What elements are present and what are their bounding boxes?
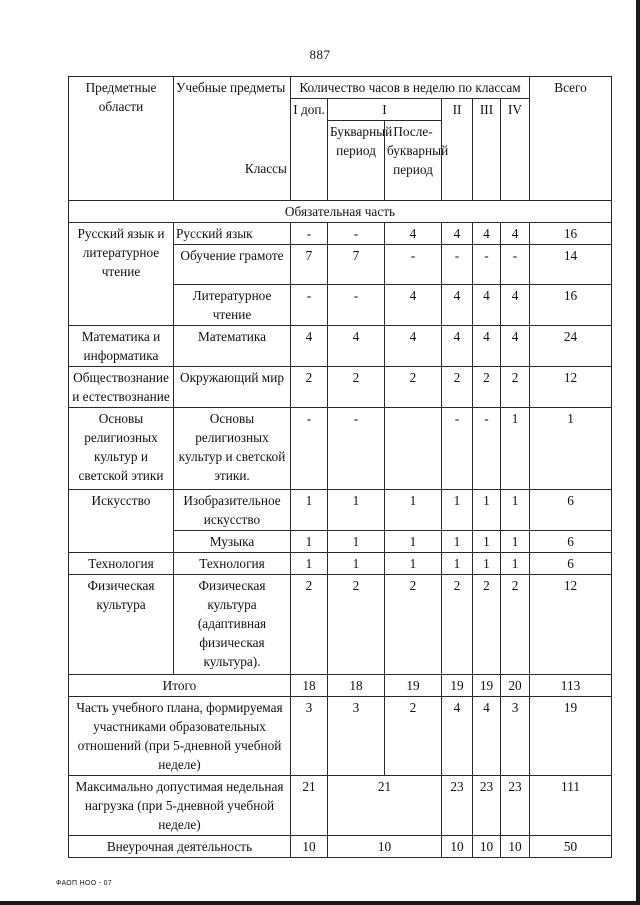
- cell-pe-ii: 2: [442, 575, 473, 675]
- cell-russian-bukvar: -: [328, 223, 385, 245]
- cell-reading-iv: 4: [501, 285, 530, 326]
- cell-math-total: 24: [530, 326, 612, 367]
- cell-literacy-iv: -: [501, 245, 530, 285]
- subject-reading: Литературное чтение: [174, 285, 291, 326]
- cell-max-iii: 23: [473, 776, 501, 836]
- cell-reading-ii: 4: [442, 285, 473, 326]
- cell-reading-post: 4: [385, 285, 442, 326]
- cell-music-iv: 1: [501, 531, 530, 553]
- cell-religion-i-dop: -: [291, 408, 328, 490]
- cell-literacy-ii: -: [442, 245, 473, 285]
- header-grade-i-bukvar: Букварный период: [328, 121, 385, 201]
- area-math: Математика и информатика: [69, 326, 174, 367]
- cell-pe-i-dop: 2: [291, 575, 328, 675]
- cell-max-i: 21: [328, 776, 442, 836]
- cell-reading-i-dop: -: [291, 285, 328, 326]
- cell-pe-iv: 2: [501, 575, 530, 675]
- subject-religion: Основы религиозных культур и светской этики.: [174, 408, 291, 490]
- cell-russian-post: 4: [385, 223, 442, 245]
- cell-literacy-total: 14: [530, 245, 612, 285]
- cell-reading-total: 16: [530, 285, 612, 326]
- subject-literacy: Обучение грамоте: [174, 245, 291, 285]
- cell-art-total: 6: [530, 490, 612, 531]
- cell-tech-i-dop: 1: [291, 553, 328, 575]
- cell-art-iii: 1: [473, 490, 501, 531]
- cell-art-i-dop: 1: [291, 490, 328, 531]
- cell-literacy-iii: -: [473, 245, 501, 285]
- cell-pe-bukvar: 2: [328, 575, 385, 675]
- cell-religion-iii: -: [473, 408, 501, 490]
- cell-math-ii: 4: [442, 326, 473, 367]
- area-art: Искусство: [69, 490, 174, 553]
- cell-math-post: 4: [385, 326, 442, 367]
- cell-art-ii: 1: [442, 490, 473, 531]
- cell-pe-post: 2: [385, 575, 442, 675]
- cell-pe-iii: 2: [473, 575, 501, 675]
- extra-label: Внеурочная деятельность: [69, 836, 291, 858]
- subject-russian: Русский язык: [174, 223, 291, 245]
- cell-tech-iii: 1: [473, 553, 501, 575]
- cell-art-post: 1: [385, 490, 442, 531]
- footer-mark: ФАОП НОО - 07: [56, 880, 112, 887]
- cell-religion-bukvar: -: [328, 408, 385, 490]
- cell-russian-ii: 4: [442, 223, 473, 245]
- cell-literacy-bukvar: 7: [328, 245, 385, 285]
- cell-social-iii: 2: [473, 367, 501, 408]
- cell-social-bukvar: 2: [328, 367, 385, 408]
- subject-tech: Технология: [174, 553, 291, 575]
- total-label: Итого: [69, 675, 291, 697]
- cell-tech-post: 1: [385, 553, 442, 575]
- cell-tech-bukvar: 1: [328, 553, 385, 575]
- cell-social-iv: 2: [501, 367, 530, 408]
- cell-part-ii: 4: [442, 697, 473, 776]
- header-grade-ii: II: [442, 99, 473, 201]
- cell-music-iii: 1: [473, 531, 501, 553]
- cell-math-bukvar: 4: [328, 326, 385, 367]
- header-grade-i: I: [328, 99, 442, 121]
- cell-literacy-i-dop: 7: [291, 245, 328, 285]
- cell-part-bukvar: 3: [328, 697, 385, 776]
- cell-social-ii: 2: [442, 367, 473, 408]
- cell-religion-total: 1: [530, 408, 612, 490]
- subject-social: Окружающий мир: [174, 367, 291, 408]
- cell-religion-post: [385, 408, 442, 490]
- header-total: Всего: [530, 77, 612, 201]
- cell-tech-ii: 1: [442, 553, 473, 575]
- cell-russian-iv: 4: [501, 223, 530, 245]
- cell-tech-iv: 1: [501, 553, 530, 575]
- subject-art: Изобразительное искусство: [174, 490, 291, 531]
- cell-literacy-post: -: [385, 245, 442, 285]
- header-subjects: Учебные предметы: [176, 80, 286, 95]
- cell-religion-iv: 1: [501, 408, 530, 490]
- cell-total-total: 113: [530, 675, 612, 697]
- cell-part-post: 2: [385, 697, 442, 776]
- cell-reading-bukvar: -: [328, 285, 385, 326]
- cell-russian-i-dop: -: [291, 223, 328, 245]
- subject-pe: Физическая культура (адаптивная физическая культура).: [174, 575, 291, 675]
- header-subjects-classes: [174, 77, 291, 201]
- header-grade-iii: III: [473, 99, 501, 201]
- cell-total-ii: 19: [442, 675, 473, 697]
- part-label: Часть учебного плана, формируемая участниками образовательных отношений (при 5-дневной учебной неделе): [69, 697, 291, 776]
- header-grade-i-dop: I доп.: [291, 99, 328, 201]
- cell-extra-iii: 10: [473, 836, 501, 858]
- cell-total-bukvar: 18: [328, 675, 385, 697]
- cell-part-i-dop: 3: [291, 697, 328, 776]
- cell-extra-total: 50: [530, 836, 612, 858]
- header-grade-iv: IV: [501, 99, 530, 201]
- cell-total-iv: 20: [501, 675, 530, 697]
- area-social: Обществознание и естествознание: [69, 367, 174, 408]
- cell-part-total: 19: [530, 697, 612, 776]
- cell-social-i-dop: 2: [291, 367, 328, 408]
- cell-music-total: 6: [530, 531, 612, 553]
- subject-music: Музыка: [174, 531, 291, 553]
- cell-extra-i-dop: 10: [291, 836, 328, 858]
- cell-pe-total: 12: [530, 575, 612, 675]
- cell-math-iv: 4: [501, 326, 530, 367]
- cell-max-iv: 23: [501, 776, 530, 836]
- cell-music-i-dop: 1: [291, 531, 328, 553]
- cell-music-bukvar: 1: [328, 531, 385, 553]
- header-grade-i-post: После-букварный период: [385, 121, 442, 201]
- cell-music-post: 1: [385, 531, 442, 553]
- cell-art-bukvar: 1: [328, 490, 385, 531]
- cell-russian-iii: 4: [473, 223, 501, 245]
- cell-max-ii: 23: [442, 776, 473, 836]
- cell-tech-total: 6: [530, 553, 612, 575]
- cell-max-i-dop: 21: [291, 776, 328, 836]
- cell-math-iii: 4: [473, 326, 501, 367]
- cell-reading-iii: 4: [473, 285, 501, 326]
- cell-total-i-dop: 18: [291, 675, 328, 697]
- area-tech: Технология: [69, 553, 174, 575]
- area-religion: Основы религиозных культур и светской этики: [69, 408, 174, 490]
- cell-russian-total: 16: [530, 223, 612, 245]
- section-mandatory: Обязательная часть: [69, 201, 612, 223]
- header-areas: Предметные области: [69, 77, 174, 201]
- header-hours: Количество часов в неделю по классам: [291, 77, 530, 99]
- cell-extra-iv: 10: [501, 836, 530, 858]
- area-russian: Русский язык и литературное чтение: [69, 223, 174, 326]
- cell-extra-i: 10: [328, 836, 442, 858]
- cell-part-iv: 3: [501, 697, 530, 776]
- curriculum-table: [68, 76, 612, 858]
- cell-art-iv: 1: [501, 490, 530, 531]
- cell-religion-ii: -: [442, 408, 473, 490]
- subject-math: Математика: [174, 326, 291, 367]
- max-label: Максимально допустимая недельная нагрузка (при 5-дневной учебной неделе): [69, 776, 291, 836]
- cell-total-iii: 19: [473, 675, 501, 697]
- cell-music-ii: 1: [442, 531, 473, 553]
- cell-math-i-dop: 4: [291, 326, 328, 367]
- header-classes-label: Классы: [244, 161, 287, 176]
- area-pe: Физическая культура: [69, 575, 174, 675]
- cell-extra-ii: 10: [442, 836, 473, 858]
- cell-total-post: 19: [385, 675, 442, 697]
- page-number: 887: [309, 47, 331, 62]
- cell-max-total: 111: [530, 776, 612, 836]
- cell-social-total: 12: [530, 367, 612, 408]
- cell-social-post: 2: [385, 367, 442, 408]
- cell-part-iii: 4: [473, 697, 501, 776]
